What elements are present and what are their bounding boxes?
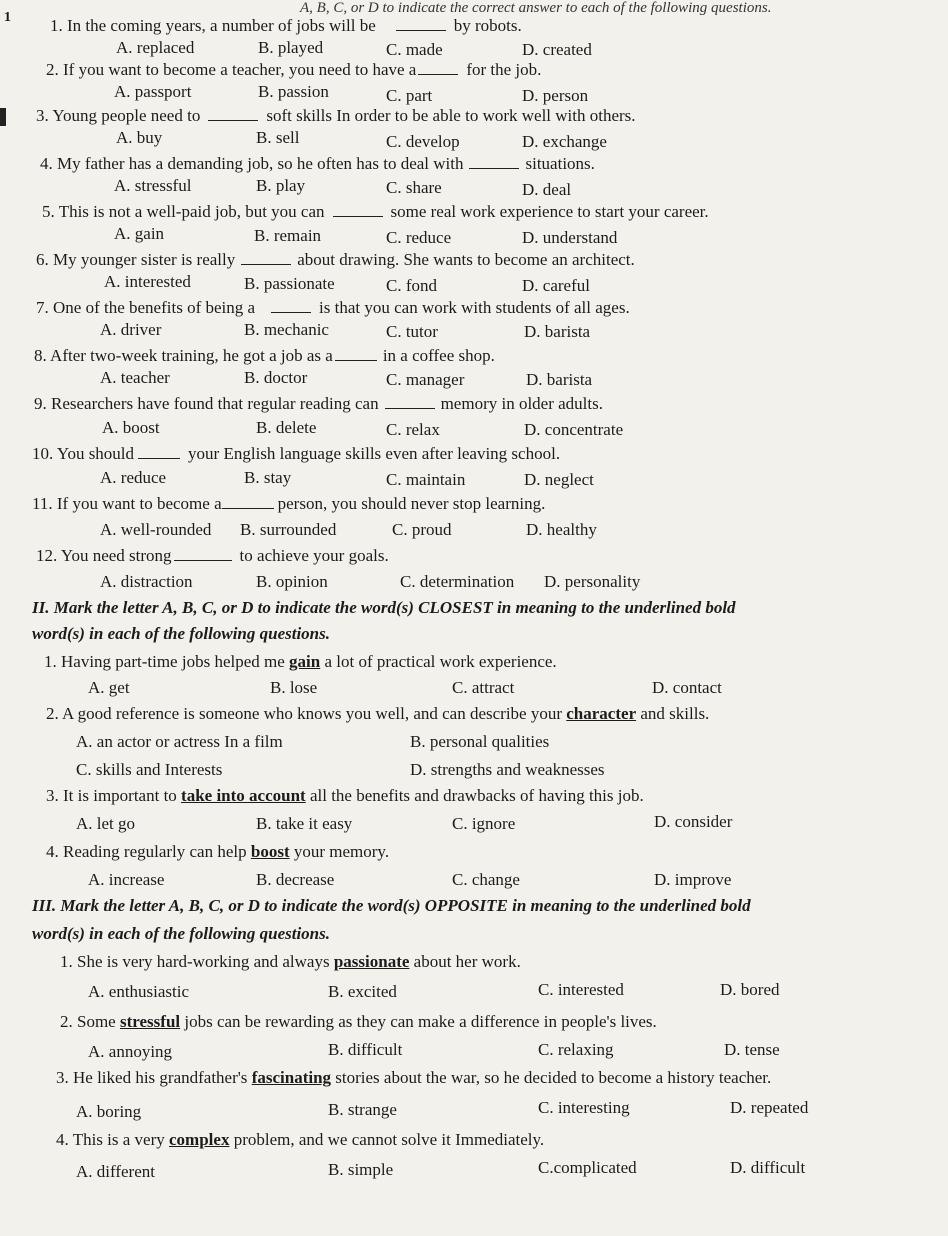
question-stem: 1. She is very hard-working and always passionate about her work. xyxy=(60,952,521,971)
option-d[interactable]: D. person xyxy=(522,86,589,105)
option-c[interactable]: C. interesting xyxy=(538,1098,630,1117)
option-c[interactable]: C. tutor xyxy=(386,322,438,341)
option-a[interactable]: A. interested xyxy=(104,272,191,291)
option-a[interactable]: A. distraction xyxy=(100,572,193,591)
question-stem: 1. In the coming years, a number of jobs will be by robots. xyxy=(50,16,522,35)
option-c[interactable]: C. maintain xyxy=(386,470,466,489)
part2-instruction: II. Mark the letter A, B, C, or D to indicate the word(s) CLOSEST in meaning to the underlined bold xyxy=(32,598,736,617)
option-c[interactable]: C. manager xyxy=(386,370,465,389)
option-d[interactable]: D. repeated xyxy=(730,1098,809,1117)
margin-mark: 1 xyxy=(4,10,11,25)
option-c[interactable]: C. proud xyxy=(392,520,452,539)
option-c[interactable]: C. reduce xyxy=(386,228,452,247)
option-b[interactable]: B. decrease xyxy=(256,870,335,889)
question-stem: 1. Having part-time jobs helped me gain a lot of practical work experience. xyxy=(44,652,557,671)
option-b[interactable]: B. delete xyxy=(256,418,317,437)
option-d[interactable]: D. neglect xyxy=(524,470,594,489)
underlined-word: passionate xyxy=(333,952,410,971)
option-b[interactable]: B. lose xyxy=(270,678,318,697)
option-b[interactable]: B. surrounded xyxy=(240,520,337,539)
option-a[interactable]: A. different xyxy=(76,1162,155,1181)
option-a[interactable]: A. passport xyxy=(114,82,192,101)
option-c[interactable]: C. fond xyxy=(386,276,437,295)
option-a[interactable]: A. stressful xyxy=(114,176,192,195)
question-stem: 2. Some stressful jobs can be rewarding as they can make a difference in people's lives. xyxy=(60,1012,657,1031)
underlined-word: complex xyxy=(169,1130,230,1149)
option-d[interactable]: D. deal xyxy=(522,180,572,199)
option-a[interactable]: A. buy xyxy=(116,128,163,147)
part3-instruction: III. Mark the letter A, B, C, or D to indicate the word(s) OPPOSITE in meaning to the underlined bold xyxy=(32,896,751,915)
option-d[interactable]: D. careful xyxy=(522,276,590,295)
question-stem: 6. My younger sister is really about drawing. She wants to become an architect. xyxy=(36,250,635,269)
option-d[interactable]: D. exchange xyxy=(522,132,607,151)
option-d[interactable]: D. strengths and weaknesses xyxy=(410,760,605,779)
option-d[interactable]: D. concentrate xyxy=(524,420,624,439)
underlined-word: fascinating xyxy=(251,1068,332,1087)
question-stem: 7. One of the benefits of being a is that you can work with students of all ages. xyxy=(36,298,630,317)
option-b[interactable]: B. personal qualities xyxy=(410,732,550,751)
option-a[interactable]: A. annoying xyxy=(88,1042,173,1061)
option-d[interactable]: D. difficult xyxy=(730,1158,806,1177)
option-b[interactable]: B. opinion xyxy=(256,572,328,591)
question-stem: 3. He liked his grandfather's fascinating stories about the war, so he decided to become a history teacher. xyxy=(56,1068,772,1087)
question-stem: 8. After two-week training, he got a job as a in a coffee shop. xyxy=(34,346,495,365)
option-c[interactable]: C. change xyxy=(452,870,520,889)
question-stem: 10. You should your English language skills even after leaving school. xyxy=(32,444,561,463)
question-stem: 11. If you want to become a person, you should never stop learning. xyxy=(32,494,546,513)
option-d[interactable]: D. improve xyxy=(654,870,732,889)
option-c[interactable]: C. determination xyxy=(400,572,515,591)
option-a[interactable]: A. boring xyxy=(76,1102,142,1121)
option-b[interactable]: B. simple xyxy=(328,1160,394,1179)
option-d[interactable]: D. created xyxy=(522,40,592,59)
option-c[interactable]: C. interested xyxy=(538,980,624,999)
option-d[interactable]: D. barista xyxy=(526,370,593,389)
option-b[interactable]: B. played xyxy=(258,38,324,57)
option-d[interactable]: D. tense xyxy=(724,1040,780,1059)
underlined-word: take into account xyxy=(181,786,306,805)
option-a[interactable]: A. gain xyxy=(114,224,165,243)
option-d[interactable]: D. understand xyxy=(522,228,618,247)
option-c[interactable]: C. relax xyxy=(386,420,440,439)
option-a[interactable]: A. enthusiastic xyxy=(88,982,190,1001)
question-stem: 12. You need strong to achieve your goals. xyxy=(36,546,389,565)
option-a[interactable]: A. driver xyxy=(100,320,162,339)
option-b[interactable]: B. doctor xyxy=(244,368,308,387)
option-c[interactable]: C. attract xyxy=(452,678,515,697)
worksheet-header: A, B, C, or D to indicate the correct answer to each of the following questions. xyxy=(300,0,772,16)
underlined-word: boost xyxy=(250,842,290,861)
option-b[interactable]: B. sell xyxy=(256,128,300,147)
option-b[interactable]: B. difficult xyxy=(328,1040,403,1059)
option-a[interactable]: A. let go xyxy=(76,814,136,833)
option-b[interactable]: B. stay xyxy=(244,468,292,487)
option-b[interactable]: B. strange xyxy=(328,1100,397,1119)
underlined-word: gain xyxy=(289,652,321,671)
option-a[interactable]: A. increase xyxy=(88,870,165,889)
option-a[interactable]: A. well-rounded xyxy=(100,520,212,539)
option-c[interactable]: C. develop xyxy=(386,132,460,151)
option-c[interactable]: C.complicated xyxy=(538,1158,637,1177)
question-stem: 4. My father has a demanding job, so he often has to deal with situations. xyxy=(40,154,595,173)
option-b[interactable]: B. passion xyxy=(258,82,329,101)
option-b[interactable]: B. remain xyxy=(254,226,322,245)
option-b[interactable]: B. take it easy xyxy=(256,814,353,833)
question-stem: 2. A good reference is someone who knows you well, and can describe your character and skills. xyxy=(46,704,710,723)
option-d[interactable]: D. barista xyxy=(524,322,591,341)
option-c[interactable]: C. skills and Interests xyxy=(76,760,223,779)
option-c[interactable]: C. made xyxy=(386,40,443,59)
question-stem: 2. If you want to become a teacher, you need to have a for the job. xyxy=(46,60,542,79)
option-b[interactable]: B. passionate xyxy=(244,274,335,293)
option-d[interactable]: D. consider xyxy=(654,812,733,831)
option-a[interactable]: A. an actor or actress In a film xyxy=(76,732,283,751)
question-stem: 4. This is a very complex problem, and we cannot solve it Immediately. xyxy=(56,1130,545,1149)
part3-instruction-cont: word(s) in each of the following questions. xyxy=(32,924,331,943)
option-d[interactable]: D. bored xyxy=(720,980,780,999)
question-stem: 3. Young people need to soft skills In order to be able to work well with others. xyxy=(36,106,636,125)
option-b[interactable]: B. play xyxy=(256,176,306,195)
option-b[interactable]: B. excited xyxy=(328,982,397,1001)
underlined-word: stressful xyxy=(119,1012,181,1031)
option-c[interactable]: C. relaxing xyxy=(538,1040,614,1059)
part2-instruction-cont: word(s) in each of the following questions. xyxy=(32,624,331,643)
underlined-word: character xyxy=(566,704,637,723)
option-a[interactable]: A. get xyxy=(88,678,130,697)
option-d[interactable]: D. personality xyxy=(544,572,641,591)
margin-tick xyxy=(0,108,6,126)
option-d[interactable]: D. contact xyxy=(652,678,722,697)
option-c[interactable]: C. part xyxy=(386,86,433,105)
option-c[interactable]: C. ignore xyxy=(452,814,516,833)
question-stem: 5. This is not a well-paid job, but you can some real work experience to start your career. xyxy=(42,202,709,221)
option-a[interactable]: A. teacher xyxy=(100,368,170,387)
option-b[interactable]: B. mechanic xyxy=(244,320,329,339)
option-c[interactable]: C. share xyxy=(386,178,442,197)
question-stem: 9. Researchers have found that regular reading can memory in older adults. xyxy=(34,394,603,413)
question-stem: 4. Reading regularly can help boost your memory. xyxy=(46,842,390,861)
option-a[interactable]: A. boost xyxy=(102,418,160,437)
option-a[interactable]: A. replaced xyxy=(116,38,195,57)
question-stem: 3. It is important to take into account all the benefits and drawbacks of having this job. xyxy=(46,786,644,805)
option-a[interactable]: A. reduce xyxy=(100,468,167,487)
option-d[interactable]: D. healthy xyxy=(526,520,597,539)
